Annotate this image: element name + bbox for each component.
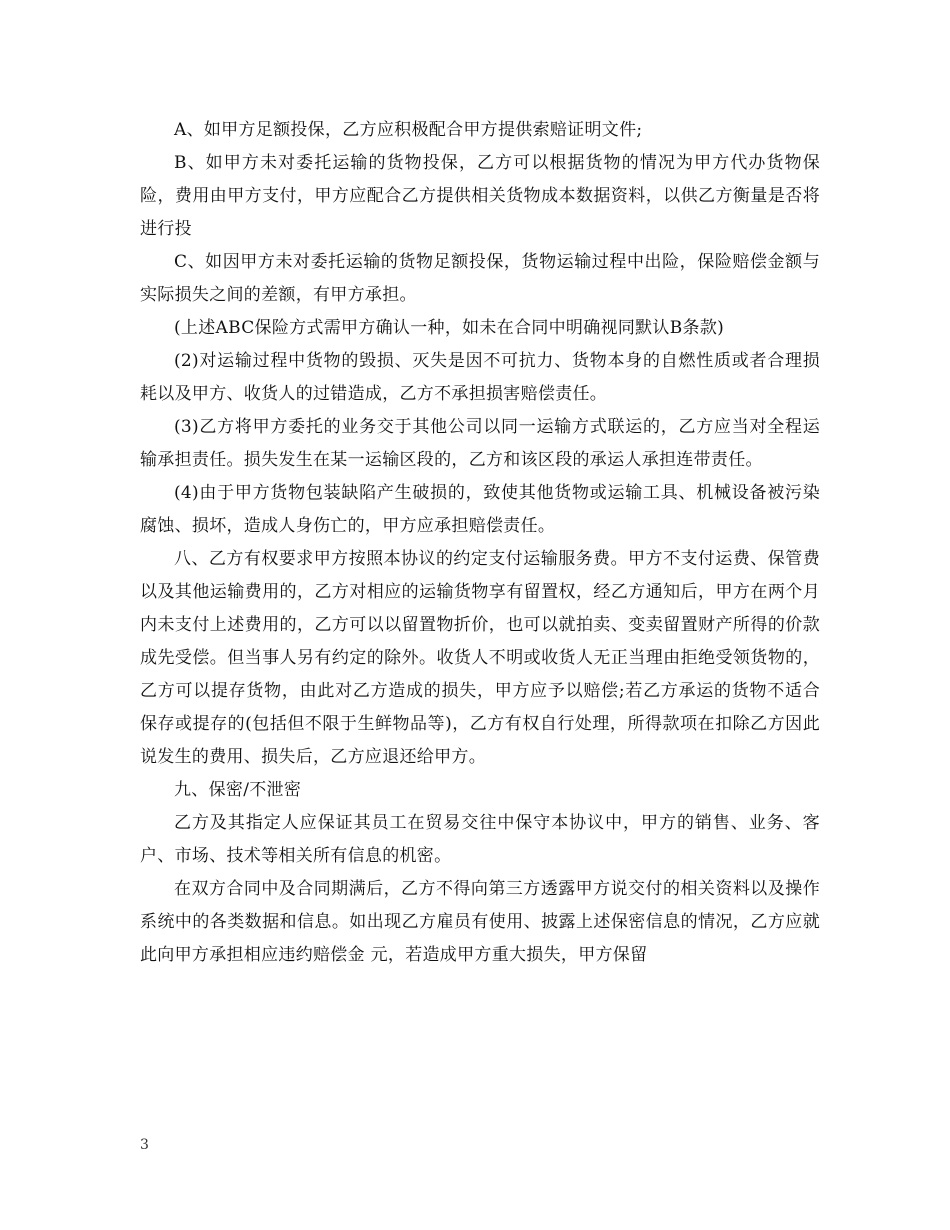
- page-number: 3: [140, 1137, 149, 1153]
- paragraph-item-4: (4)由于甲方货物包装缺陷产生破损的，致使其他货物或运输工具、机械设备被污染腐蚀、损坏，造成人身伤亡的，甲方应承担赔偿责任。: [140, 483, 820, 536]
- paragraph-clause-a: A、如甲方足额投保，乙方应积极配合甲方提供索赔证明文件;: [174, 120, 643, 140]
- paragraph-item-3: (3)乙方将甲方委托的业务交于其他公司以同一运输方式联运的，乙方应当对全程运输承担责任。损失发生在某一运输区段的，乙方和该区段的承运人承担连带责任。: [140, 417, 820, 470]
- heading-section-9: 九、保密/不泄密: [174, 780, 302, 800]
- paragraph-insurance-note: (上述ABC保险方式需甲方确认一种，如未在合同中明确视同默认B条款): [174, 318, 725, 338]
- paragraph-section-8: 八、乙方有权要求甲方按照本协议的约定支付运输服务费。甲方不支付运费、保管费以及其他运输费用的，乙方对相应的运输货物享有留置权，经乙方通知后，甲方在两个月内未支付上述费用的，乙方可以以留置物折价，也可以就拍卖、变卖留置财产所得的价款成先受偿。但当事人另有约定的除外。收货人不明或收货人无正当理由拒绝受领货物的，乙方可以提存货物，由此对乙方造成的损失，甲方应予以赔偿;若乙方承运的货物不适合保存或提存的(包括但不限于生鲜物品等)，乙方有权自行处理，所得款项在扣除乙方因此说发生的费用、损失后，乙方应退还给甲方。: [140, 549, 820, 767]
- paragraph-confidentiality-1: 乙方及其指定人应保证其员工在贸易交往中保守本协议中，甲方的销售、业务、客户、市场、技术等相关所有信息的机密。: [140, 813, 820, 866]
- paragraph-item-2: (2)对运输过程中货物的毁损、灭失是因不可抗力、货物本身的自燃性质或者合理损耗以及甲方、收货人的过错造成，乙方不承担损害赔偿责任。: [140, 351, 820, 404]
- paragraph-clause-c: C、如因甲方未对委托运输的货物足额投保，货物运输过程中出险，保险赔偿金额与实际损失之间的差额，有甲方承担。: [140, 252, 820, 305]
- paragraph-confidentiality-2: 在双方合同中及合同期满后，乙方不得向第三方透露甲方说交付的相关资料以及操作系统中的各类数据和信息。如出现乙方雇员有使用、披露上述保密信息的情况，乙方应就此向甲方承担相应违约赔偿金 元，若造成甲方重大损失，甲方保留: [140, 879, 820, 965]
- document-body: [140, 114, 820, 972]
- paragraph-clause-b: B、如甲方未对委托运输的货物投保，乙方可以根据货物的情况为甲方代办货物保险，费用由甲方支付，甲方应配合乙方提供相关货物成本数据资料，以供乙方衡量是否将进行投: [140, 153, 820, 239]
